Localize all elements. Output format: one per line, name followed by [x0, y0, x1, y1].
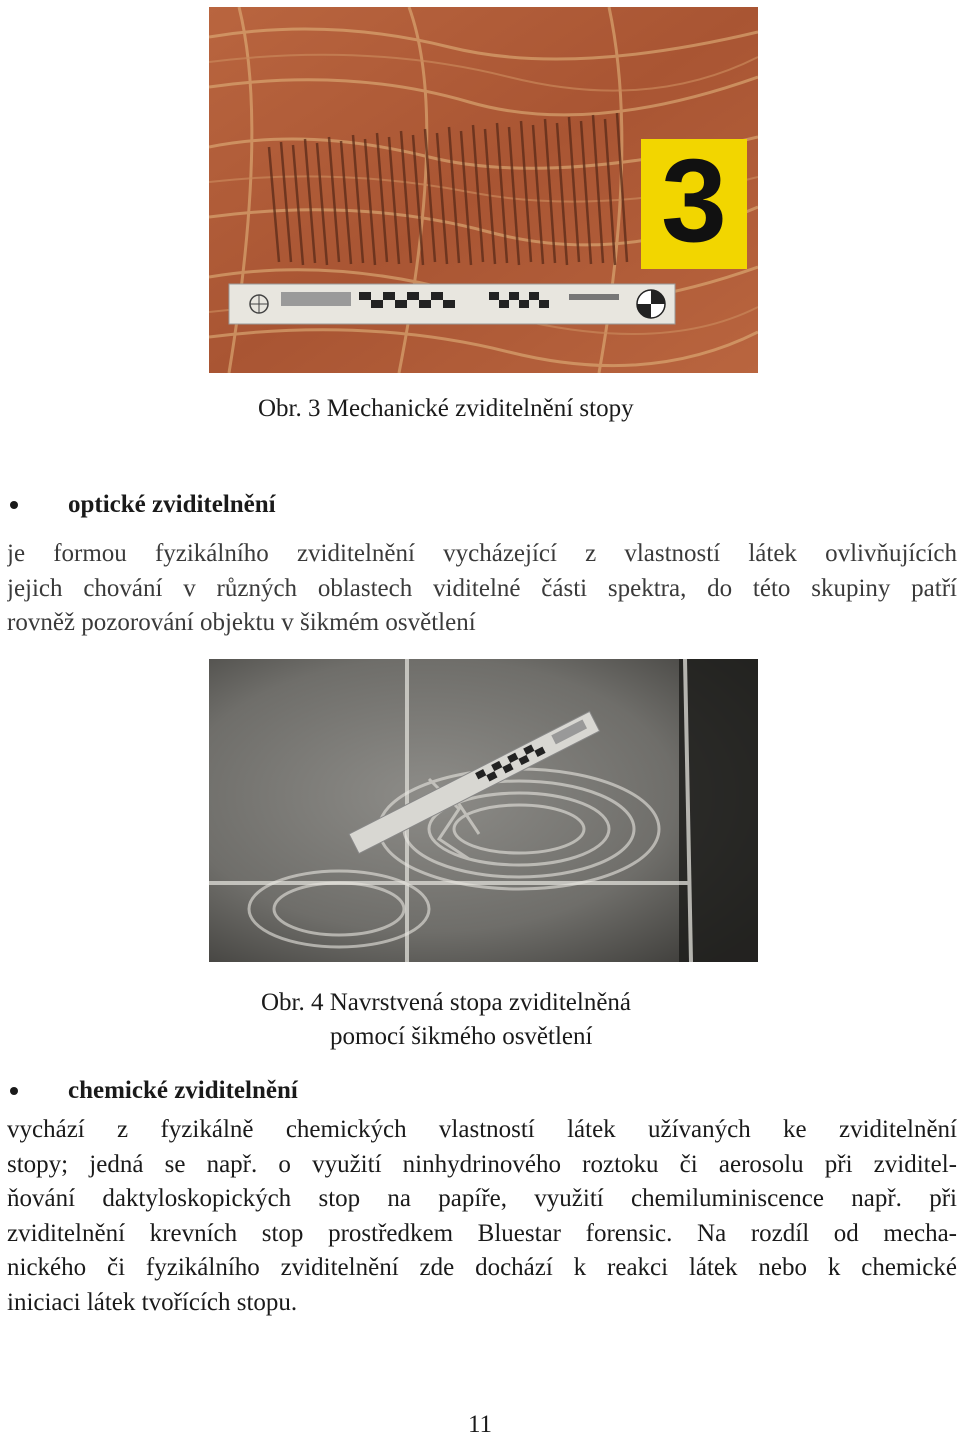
section-heading-chemical: chemické zviditelnění — [68, 1077, 298, 1104]
paragraph-line: rovněž pozorování objektu v šikmém osvětlení — [7, 609, 476, 636]
section-heading-optical: optické zviditelnění — [68, 491, 276, 518]
paragraph-line: zviditelnění krevních stop prostředkem Bluestar forensic. Na rozdíl od mecha- — [7, 1219, 957, 1247]
wood-surface-image — [209, 7, 758, 373]
paragraph-optical — [7, 537, 957, 641]
scale-ruler — [229, 284, 675, 324]
paragraph-line: ňování daktyloskopických stop na papíře, využití chemiluminiscence např. při — [7, 1185, 957, 1212]
figure-2-caption-line-2: pomocí šikmého osvětlení — [330, 1023, 593, 1050]
paragraph-line: iniciaci látek tvořících stopu. — [7, 1288, 298, 1316]
paragraph-line: vychází z fyzikálně chemických vlastností látek užívaných ke zviditelnění — [7, 1116, 957, 1143]
figure-mechanical-trace-photo — [209, 7, 758, 373]
page-number: 11 — [467, 1411, 493, 1438]
paragraph-chemical — [7, 1113, 957, 1320]
bullet-chemical — [0, 1074, 960, 1108]
bullet-optical — [0, 488, 960, 522]
paragraph-line: je formou fyzikálního zviditelnění vycházející z vlastností látek ovlivňujících — [7, 540, 957, 567]
tile-floor-image — [209, 659, 758, 962]
paragraph-line: stopy; jedná se např. o využití ninhydrinového roztoku či aerosolu při zviditel- — [7, 1150, 957, 1178]
figure-2-caption-line-1: Obr. 4 Navrstvená stopa zviditelněná — [261, 989, 632, 1016]
paragraph-line: nického či fyzikálního zviditelnění zde dochází k reakci látek nebo k chemické — [7, 1254, 957, 1281]
figure-layered-footprint-photo — [209, 659, 758, 962]
evidence-marker — [641, 135, 747, 269]
evidence-marker-number: 3 — [661, 135, 727, 267]
paragraph-line: jejich chování v různých oblastech viditelné části spektra, do této skupiny patří — [7, 574, 957, 602]
figure-1-caption: Obr. 3 Mechanické zviditelnění stopy — [258, 395, 634, 422]
bullet-dot-icon — [10, 1087, 18, 1095]
bullet-dot-icon — [10, 501, 18, 509]
